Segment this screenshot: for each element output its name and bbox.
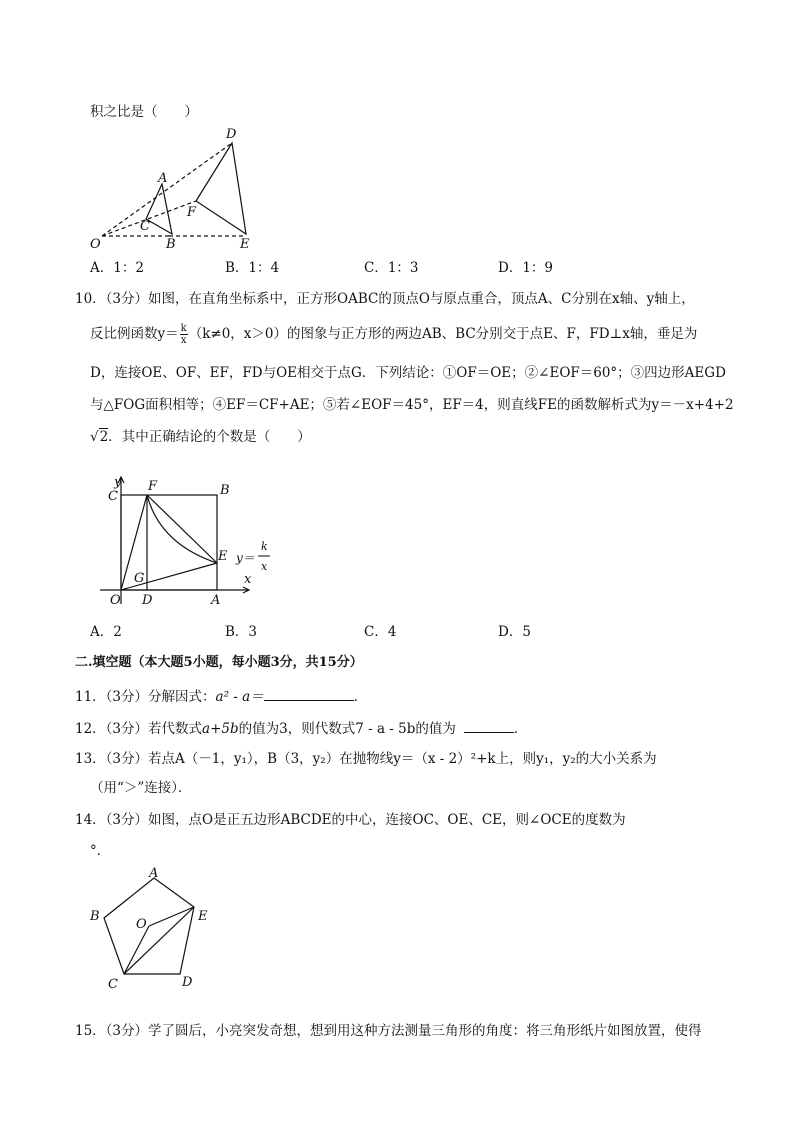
q11-answer-blank[interactable] (264, 686, 354, 701)
q14-line-OE (149, 907, 194, 926)
q14-label-A: A (149, 866, 159, 881)
q14-label-C: C (108, 977, 118, 992)
q10-label-A: A (211, 593, 221, 608)
q13-line2: （用“＞”连接）． (90, 780, 192, 796)
q10-label-y: y (114, 475, 122, 490)
q9-label-D: D (226, 127, 237, 142)
q13-line1: 13．（3分）若点A（－1，y₁），B（3，y₂）在抛物线y＝（x - 2）²+k上，则y₁，y₂的大小关系为 (75, 751, 657, 767)
q10-line2-post: （k≠0，x＞0）的图象与正方形的两边AB、BC分别交于点E、F，FD⊥x轴，垂足为 (188, 326, 698, 342)
q10-curve-label-x: x (261, 560, 268, 573)
q9-label-A: A (158, 171, 168, 186)
q10-frac-den: x (180, 335, 187, 346)
q10-sqrt-value: 2 (99, 429, 109, 445)
q9-figure (86, 126, 266, 252)
q14-line1: 14．（3分）如图，点O是正五边形ABCDE的中心，连接OC、OE、CE，则∠OCE的度数为 (75, 812, 626, 828)
q12-expr: a+5b (202, 721, 239, 737)
q11-post: ． (353, 689, 368, 705)
q10-option-c: C．4 (364, 624, 397, 640)
q12-answer-blank[interactable] (464, 718, 514, 733)
q14-line-OC (124, 926, 149, 974)
q9-label-F: F (187, 205, 197, 220)
q9-line-OD (102, 143, 232, 236)
q9-option-d: D．1：9 (498, 260, 554, 276)
q11-pre: 11．（3分）分解因式： (75, 689, 216, 705)
q10-option-d: D．5 (498, 624, 531, 640)
q14-line-CE (124, 907, 194, 974)
q10-line2 (90, 323, 697, 346)
q10-line5-post: ．其中正确结论的个数是（ ） (108, 429, 311, 445)
q9-label-O: O (90, 237, 101, 252)
q10-line2-pre: 反比例函数y＝ (90, 326, 179, 342)
q10-label-x: x (244, 572, 252, 587)
q9-option-b: B．1：4 (225, 260, 280, 276)
q10-curve-label-y: y＝ (236, 551, 255, 565)
q12 (75, 718, 527, 738)
q12-pre: 12．（3分）若代数式 (75, 721, 203, 737)
q10-option-b: B．3 (225, 624, 258, 640)
q9-option-c: C．1：3 (364, 260, 419, 276)
q10-label-D: D (142, 593, 153, 608)
q10-fraction (180, 323, 188, 346)
q9-label-B: B (166, 237, 176, 252)
q9-triangle-DEF (196, 143, 246, 234)
q9-tail: 积之比是（ ） (90, 104, 198, 120)
q10-line-EF (147, 495, 217, 563)
q9-label-C: C (140, 219, 150, 234)
q9-label-E: E (240, 237, 250, 252)
q11 (75, 686, 367, 706)
q10-curve-label-k: k (261, 540, 268, 553)
q10-option-a: A．2 (90, 624, 122, 640)
q10-label-F: F (148, 479, 158, 494)
q10-line4: 与△FOG面积相等；④EF＝CF+AE；⑤若∠EOF＝45°，EF＝4，则直线FE的函数解析式为y＝－x+4+2 (90, 397, 734, 413)
q10-line1: 10．（3分）如图，在直角坐标系中，正方形OABC的顶点O与原点重合，顶点A、C分别在x轴、y轴上， (75, 291, 695, 307)
q10-label-E: E (218, 549, 228, 564)
q14-label-B: B (90, 909, 100, 924)
q10-label-B: B (220, 483, 230, 498)
q12-post: ． (513, 721, 528, 737)
q14-label-E: E (198, 909, 208, 924)
q10-line3: D，连接OE、OF、EF，FD与OE相交于点G．下列结论：①OF＝OE；②∠EOF＝60°；③四边形AEGD (90, 365, 726, 381)
q15-line1: 15．（3分）学了圆后，小亮突发奇想，想到用这种方法测量三角形的角度：将三角形纸片如图放置，使得 (75, 1023, 702, 1039)
q10-sqrt-sign: √ (90, 429, 99, 445)
q11-expr: a² - a＝ (215, 689, 264, 705)
q10-figure (96, 456, 286, 608)
q10-label-G: G (134, 571, 145, 586)
q12-mid: 的值为3，则代数式7 - a - 5b的值为 (238, 721, 456, 737)
section2-heading: 二.填空题（本大题5小题，每小题3分，共15分） (75, 655, 363, 670)
q9-option-a: A．1：2 (90, 260, 144, 276)
q14-line2: °． (90, 843, 111, 859)
q14-label-O: O (136, 917, 147, 932)
q10-label-C: C (108, 489, 118, 504)
q14-label-D: D (182, 975, 193, 990)
q10-line5 (90, 428, 311, 446)
q10-label-O: O (110, 593, 121, 608)
q14-figure (86, 862, 226, 992)
q10-frac-num: k (180, 323, 187, 334)
